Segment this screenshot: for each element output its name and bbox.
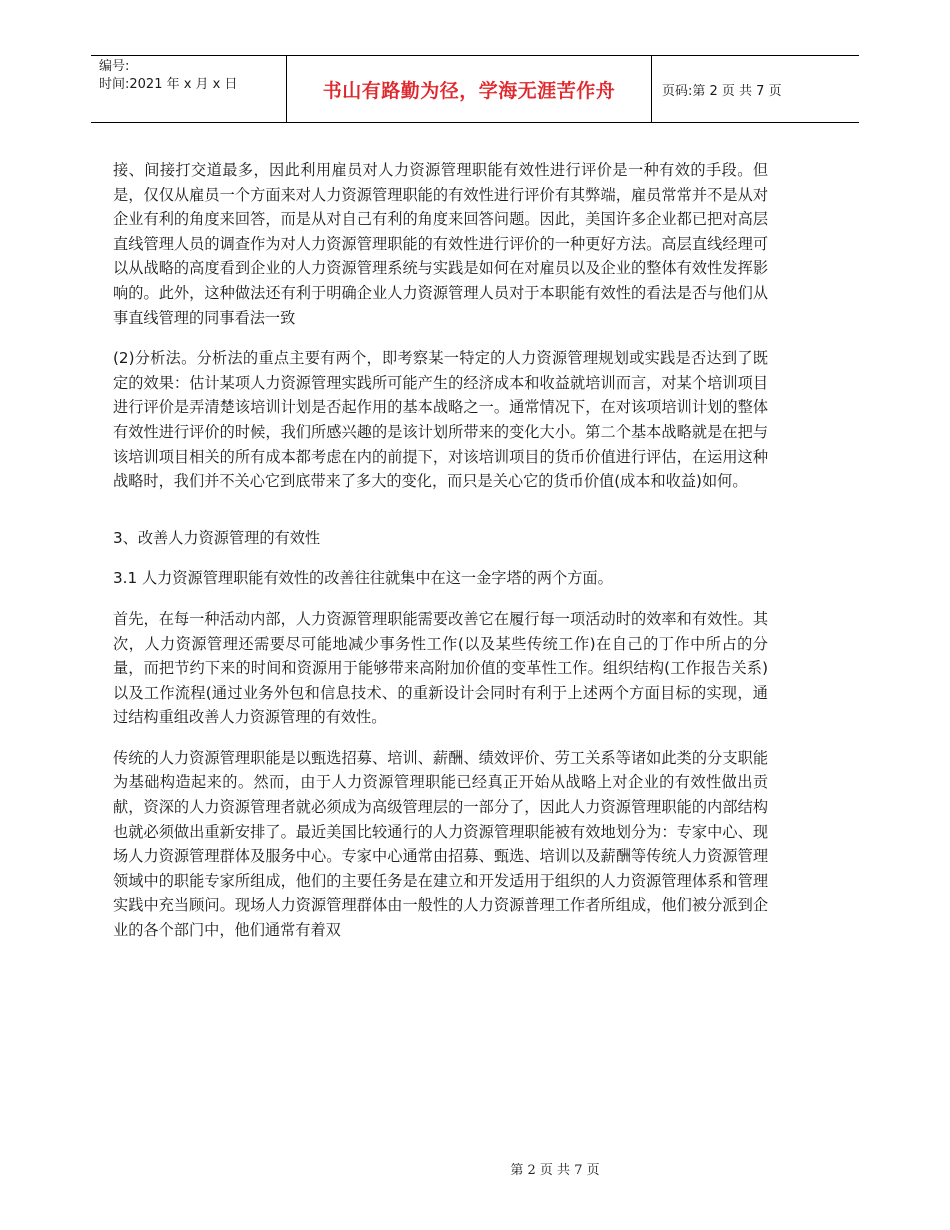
number-label: 编号: [99,59,130,74]
time-label: 时间:2021 年 x 月 x 日 [99,77,238,92]
header-page-info: 页码:第 2 页 共 7 页 [662,83,782,99]
page-header [91,55,859,123]
paragraph: 传统的人力资源管理职能是以甄选招募、培训、薪酬、绩效评价、劳工关系等诸如此类的分支职能为基础构造起来的。然而，由于人力资源管理职能已经真正开始从战略上对企业的有效性做出贡献，资深的人力资源管理者就必须成为高级管理层的一部分了，因此人力资源管理职能的内部结构也就必须做出重新安排了。最近美国比较通行的人力资源管理职能被有效地划分为：专家中心、现场人力资源管理群体及服务中心。专家中心通常由招募、甄选、培训以及薪酬等传统人力资源管理领域中的职能专家所组成，他们的主要任务是在建立和开发适用于组织的人力资源管理体系和管理实践中充当顾问。现场人力资源管理群体由一般性的人力资源普理工作者所组成，他们被分派到企业的各个部门中，他们通常有着双 [113,748,768,940]
page-footer: 第 2 页 共 7 页 [510,1163,600,1178]
section-heading: 3、改善人力资源管理的有效性 [113,528,321,547]
paragraph: 接、间接打交道最多，因此利用雇员对人力资源管理职能有效性进行评价是一种有效的手段。但是，仅仅从雇员一个方面来对人力资源管理职能的有效性进行评价有其弊端，雇员常常并不是从对企业有利的角度来回答，而是从对自己有利的角度来回答问题。因此，美国许多企业都已把对高层直线管理人员的调查作为对人力资源管理职能的有效性进行评价的一种更好方法。高层直线经理可以从战略的高度看到企业的人力资源管理系统与实践是如何在对雇员以及企业的整体有效性发挥影响的。此外，这种做法还有利于明确企业人力资源管理人员对于本职能有效性的看法是否与他们从事直线管理的同事看法一致 [113,161,768,327]
subsection-heading: 3.1 人力资源管理职能有效性的改善往往就集中在这一金字塔的两个方面。 [113,569,613,588]
document-body [113,158,768,959]
header-motto: 书山有路勤为径，学海无涯苦作舟 [287,56,652,122]
header-meta [91,56,287,122]
paragraph: (2)分析法。分析法的重点主要有两个，即考察某一特定的人力资源管理规划或实践是否达到了既定的效果：估计某项人力资源管理实践所可能产生的经济成本和收益就培训而言，对某个培训项目进行评价是弄清楚该培训计划是否起作用的基本战略之一。通常情况下，在对该项培训计划的整体有效性进行评价的时候，我们所感兴趣的是该计划所带来的变化大小。第二个基本战略就是在把与该培训项目相关的所有成本都考虑在内的前提下，对该培训项目的货币价值进行评估，在运用这种战略时，我们并不关心它到底带来了多大的变化，而只是关心它的货币价值(成本和收益)如何。 [113,349,768,491]
paragraph: 首先，在每一种活动内部，人力资源管理职能需要改善它在履行每一项活动时的效率和有效性。其次，人力资源管理还需要尽可能地减少事务性工作(以及某些传统工作)在自己的丁作中所占的分量，而把节约下来的时间和资源用于能够带来高附加价值的变革性工作。组织结构(工作报告关系)以及工作流程(通过业务外包和信息技术、的重新设计会同时有利于上述两个方面目标的实现，通过结构重组改善人力资源管理的有效性。 [113,609,768,727]
